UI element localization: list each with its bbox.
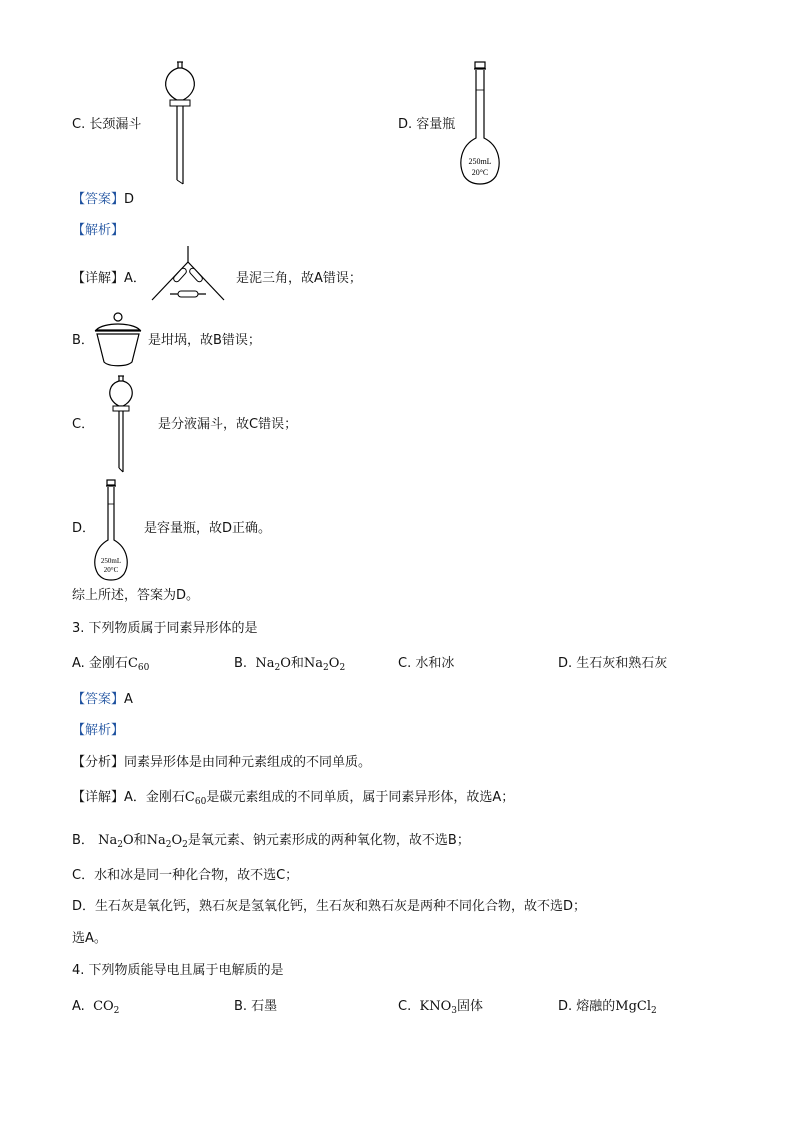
q3-detail-c: C．水和冰是同一种化合物，故不选C； bbox=[72, 868, 299, 883]
option-d-label: D. 容量瓶 bbox=[398, 117, 456, 132]
q3-detail-b-f1-sub: 2 bbox=[117, 840, 123, 850]
q4-option-d-text: D. 熔融的 bbox=[558, 999, 616, 1014]
q3-analysis-label: 【解析】 bbox=[72, 723, 125, 738]
q3-option-b-f2-mid: O bbox=[328, 656, 340, 671]
q2-detail-prefix: 【详解】A． bbox=[72, 271, 146, 286]
q4-option-a-formula: CO bbox=[93, 999, 114, 1014]
q3-stem: 3. 下列物质属于同素异形体的是 bbox=[72, 621, 258, 636]
option-c-label: C. 长颈漏斗 bbox=[72, 117, 142, 132]
volumetric-flask-figure bbox=[456, 60, 506, 186]
q3-detail-a-sub: 60 bbox=[194, 797, 207, 807]
q2-b-text: 是坩埚，故B错误； bbox=[148, 333, 261, 348]
long-neck-funnel-figure bbox=[160, 60, 200, 186]
flask-small-temp-label: 20°C bbox=[103, 566, 119, 574]
q3-detail-b-f1-tail: O bbox=[122, 833, 134, 848]
q3-detail-a bbox=[72, 789, 514, 807]
q4-option-d bbox=[558, 998, 657, 1016]
answer-value: D bbox=[124, 192, 135, 207]
q3-detail-a-post: 是碳元素组成的不同单质，属于同素异形体，故选A； bbox=[206, 790, 515, 805]
q4-option-d-sub: 2 bbox=[651, 1006, 657, 1016]
q3-detail-b-f2-mid: O bbox=[171, 833, 183, 848]
q3-detail-b-and: 和 bbox=[133, 833, 147, 848]
q3-answer bbox=[72, 691, 133, 709]
q3-option-b-f1-sub: 2 bbox=[274, 663, 281, 673]
q3-option-a bbox=[72, 655, 149, 673]
q3-final: 选A。 bbox=[72, 931, 107, 946]
q3-detail-b-f1: Na bbox=[98, 833, 118, 848]
q4-option-c-sub: 3 bbox=[451, 1006, 457, 1016]
q3-option-c: C. 水和冰 bbox=[398, 656, 455, 671]
q2-c-text: 是分液漏斗，故C错误； bbox=[158, 417, 298, 432]
q4-option-d-formula: MgCl bbox=[615, 999, 652, 1014]
q2-d-text: 是容量瓶，故D正确。 bbox=[144, 521, 272, 536]
q2-conclusion: 综上所述，答案为D。 bbox=[72, 588, 200, 603]
q3-option-b-f2: Na bbox=[303, 656, 324, 671]
q2-d-prefix: D． bbox=[72, 521, 96, 536]
q3-detail-b-f2-sub2: 2 bbox=[182, 840, 188, 850]
q3-analysis-text: 【分析】同素异形体是由同种元素组成的不同单质。 bbox=[72, 755, 372, 770]
q4-option-c-post: 固体 bbox=[456, 999, 483, 1014]
q2-analysis-label: 【解析】 bbox=[72, 223, 125, 238]
q4-option-a-sub: 2 bbox=[113, 1006, 120, 1016]
q3-option-a-sub: 60 bbox=[137, 663, 150, 673]
q3-detail-b-pre: B． bbox=[72, 833, 94, 848]
q4-option-b: B. 石墨 bbox=[234, 999, 278, 1014]
q4-option-c-formula: KNO bbox=[419, 999, 452, 1014]
q4-option-c bbox=[398, 998, 483, 1016]
flask-small-volume-label: 250mL bbox=[100, 557, 122, 565]
q4-stem: 4. 下列物质能导电且属于电解质的是 bbox=[72, 963, 284, 978]
q3-detail-b-f2: Na bbox=[146, 833, 166, 848]
flask-temp-label: 20°C bbox=[471, 168, 489, 177]
q2-b-prefix: B． bbox=[72, 333, 94, 348]
crucible-figure bbox=[92, 312, 144, 370]
q3-detail-b bbox=[72, 832, 470, 850]
q3-option-a-text: A. 金刚石 bbox=[72, 656, 128, 671]
flask-volume-label: 250mL bbox=[468, 157, 492, 166]
answer-label: 【答案】 bbox=[72, 192, 125, 207]
q2-c-prefix: C． bbox=[72, 417, 95, 432]
q3-option-b-f1: Na bbox=[255, 656, 275, 671]
q3-answer-label: 【答案】 bbox=[72, 692, 125, 707]
q3-option-b-letter: B. bbox=[234, 656, 248, 671]
q3-detail-a-formula: C bbox=[184, 790, 195, 805]
q3-option-d: D. 生石灰和熟石灰 bbox=[558, 656, 668, 671]
q4-option-a-letter: A. bbox=[72, 999, 85, 1014]
clay-triangle-figure bbox=[148, 244, 228, 308]
q3-option-a-formula: C bbox=[127, 656, 138, 671]
q3-answer-value: A bbox=[124, 692, 133, 707]
q3-option-b-f2-sub2: 2 bbox=[339, 663, 346, 673]
separatory-funnel-figure bbox=[106, 374, 136, 474]
q3-option-b-f2-sub: 2 bbox=[323, 663, 329, 673]
q3-detail-b-f2-sub: 2 bbox=[165, 840, 172, 850]
q4-option-a bbox=[72, 998, 119, 1016]
q4-option-c-letter: C. bbox=[398, 999, 412, 1014]
volumetric-flask-small-figure bbox=[90, 478, 134, 582]
q2-answer bbox=[72, 191, 134, 209]
q2-a-text: 是泥三角，故A错误； bbox=[236, 271, 362, 286]
q3-detail-d: D．生石灰是氧化钙，熟石灰是氢氧化钙，生石灰和熟石灰是两种不同化合物，故不选D； bbox=[72, 899, 587, 914]
q3-option-b bbox=[234, 655, 345, 673]
q3-option-b-and: 和 bbox=[290, 656, 304, 671]
q3-option-b-f1-tail: O bbox=[280, 656, 291, 671]
q3-detail-a-pre: 【详解】A．金刚石 bbox=[72, 790, 185, 805]
q3-detail-b-post: 是氧元素、钠元素形成的两种氧化物，故不选B； bbox=[187, 833, 470, 848]
